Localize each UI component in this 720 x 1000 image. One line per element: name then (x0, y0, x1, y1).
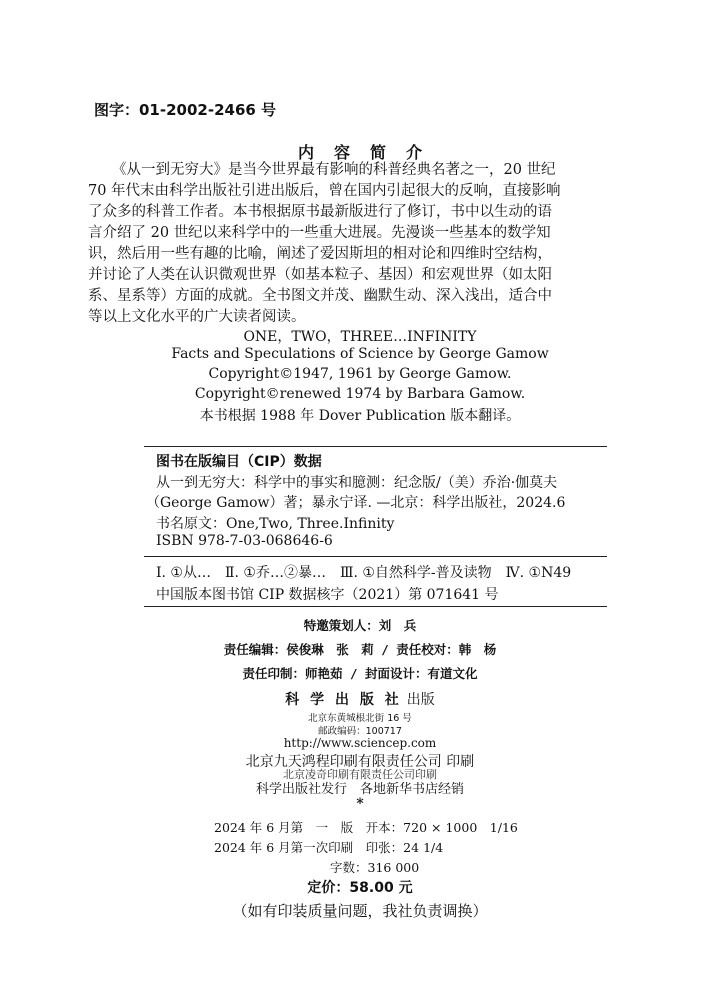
printing-line: 2024 年 6 月第一次印刷 印张：24 1/4 (214, 840, 444, 855)
cip-top-rule (144, 446, 607, 447)
publisher-name: 科 学 出 版 社 (285, 692, 402, 708)
production-credits: 责任印制：师艳茹 / 封面设计：有道文化 (242, 666, 478, 681)
cip-isbn: ISBN 978-7-03-068646-6 (156, 533, 333, 549)
publisher-line (0, 689, 720, 709)
summary-line: 并讨论了人类在认识微观世界（如基本粒子、基因）和宏观世界（如太阳 (88, 267, 552, 283)
summary-heading: 内容简介 (297, 143, 442, 162)
special-planner: 特邀策划人：刘 兵 (303, 618, 417, 633)
cip-original-title: 书名原文：One,Two, Three.Infinity (156, 516, 395, 532)
separator-star: * (356, 796, 364, 812)
summary-line: 言介绍了 20 世纪以来科学中的一些重大进展。先漫谈一些基本的数学知 (88, 225, 551, 241)
printer-sub-line: 北京凌奇印刷有限责任公司印刷 (283, 768, 437, 781)
responsible-editors: 责任编辑：侯俊琳 张 莉 / 责任校对：韩 杨 (223, 642, 497, 657)
register-number: 图字：01-2002-2466 号 (94, 101, 277, 119)
summary-line: 了众多的科普工作者。本书根据原书最新版进行了修订，书中以生动的语 (88, 204, 552, 220)
cip-entry-line: （George Gamow）著；暴永宁译. —北京：科学出版社，2024.6 (146, 495, 566, 511)
word-count: 字数：316 000 (330, 860, 420, 875)
summary-line: 系、星系等）方面的成就。全书图文并茂、幽默生动、深入浅出，适合中 (88, 288, 552, 304)
cip-verify-number: 中国版本图书馆 CIP 数据核字（2021）第 071641 号 (156, 587, 499, 603)
translation-note: 本书根据 1988 年 Dover Publication 版本翻译。 (199, 408, 521, 424)
publisher-postcode: 邮政编码：100717 (318, 726, 402, 737)
original-title: ONE，TWO，THREE…INFINITY (243, 329, 477, 345)
summary-line: 识，然后用一些有趣的比喻，阐述了爱因斯坦的相对论和四维时空结构， (88, 246, 552, 262)
edition-line: 2024 年 6 月第 一 版 开本：720 × 1000 1/16 (214, 820, 518, 835)
copyright-renewed-line: Copyright©renewed 1974 by Barbara Gamow. (194, 386, 526, 402)
publisher-address: 北京东黄城根北街 16 号 (308, 713, 412, 724)
summary-text (88, 160, 632, 328)
printer-line: 北京九天鸿程印刷有限责任公司 印刷 (245, 754, 475, 770)
summary-line: 《从一到无穷大》是当今世界最有影响的科普经典名著之一，20 世纪 (112, 162, 556, 178)
publisher-suffix: 出版 (406, 692, 435, 708)
cip-classification: Ⅰ. ①从… Ⅱ. ①乔…②暴… Ⅲ. ①自然科学-普及读物 Ⅳ. ①N49 (156, 565, 572, 581)
cip-title: 图书在版编目（CIP）数据 (156, 454, 322, 470)
summary-line: 70 年代末由科学出版社引进出版后，曾在国内引起很大的反响，直接影响 (88, 183, 561, 199)
quality-note: （如有印装质量问题，我社负责调换） (232, 902, 488, 920)
cip-middle-rule (144, 556, 607, 557)
distribution-line: 科学出版社发行 各地新华书店经销 (255, 782, 464, 797)
original-subtitle: Facts and Speculations of Science by George Gamow (171, 346, 549, 362)
cip-bottom-rule (144, 606, 607, 607)
copyright-line: Copyright©1947, 1961 by George Gamow. (208, 366, 512, 382)
summary-line: 等以上文化水平的广大读者阅读。 (88, 309, 306, 325)
price: 定价：58.00 元 (307, 880, 413, 896)
cip-entry-line: 从一到无穷大：科学中的事实和臆测：纪念版/（美）乔治·伽莫夫 (156, 475, 558, 491)
publisher-url: http://www.sciencep.com (283, 736, 437, 750)
